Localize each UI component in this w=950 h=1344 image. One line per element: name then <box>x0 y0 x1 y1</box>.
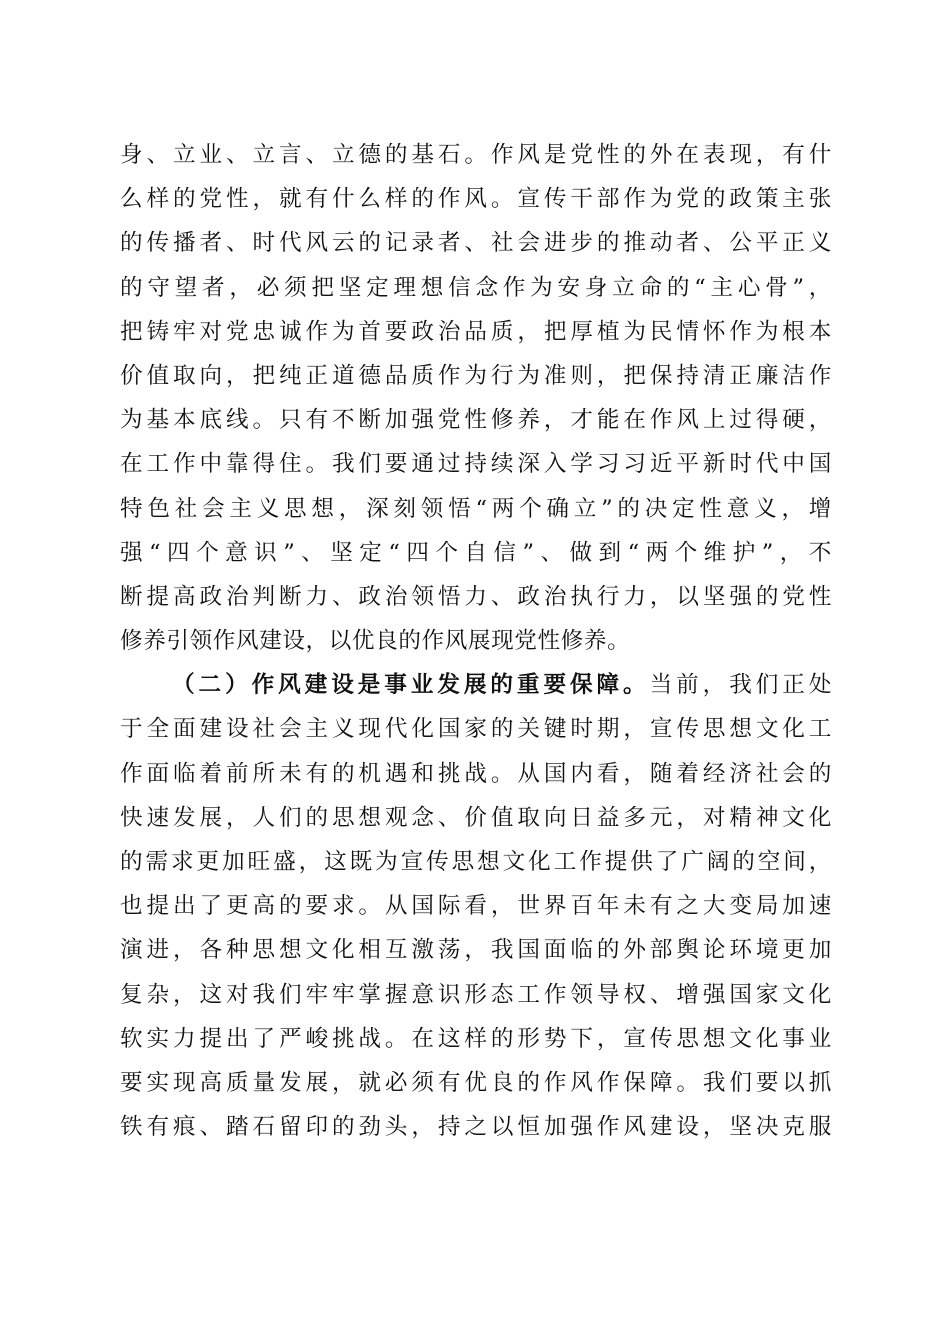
paragraph-party-spirit <box>120 133 832 663</box>
text-line: 特色社会主义思想，深刻领悟“两个确立”的决定性意义，增 <box>120 495 832 522</box>
text-line: 为基本底线。只有不断加强党性修养，才能在作风上过得硬， <box>120 407 832 434</box>
text-line: 演进，各种思想文化相互激荡，我国面临的外部舆论环境更加 <box>120 937 832 964</box>
document-body <box>120 133 832 1149</box>
text-line: 快速发展，人们的思想观念、价值取向日益多元，对精神文化 <box>120 804 832 831</box>
text-line: 也提出了更高的要求。从国际看，世界百年未有之大变局加速 <box>120 893 832 920</box>
text-line: 铁有痕、踏石留印的劲头，持之以恒加强作风建设，坚决克服 <box>120 1114 832 1141</box>
text-line: 的需求更加旺盛，这既为宣传思想文化工作提供了广阔的空间， <box>120 849 832 875</box>
text-line: 的守望者，必须把坚定理想信念作为安身立命的“主心骨”， <box>120 274 832 301</box>
text-line: 软实力提出了严峻挑战。在这样的形势下，宣传思想文化事业 <box>120 1025 832 1052</box>
text-line: 修养引领作风建设，以优良的作风展现党性修养。 <box>120 628 631 655</box>
paragraph-work-style-guarantee <box>120 663 832 1149</box>
text-line: 要实现高质量发展，就必须有优良的作风作保障。我们要以抓 <box>120 1069 832 1096</box>
text-line: 把铸牢对党忠诚作为首要政治品质，把厚植为民情怀作为根本 <box>120 318 832 345</box>
text-line: 强“四个意识”、坚定“四个自信”、做到“两个维护”，不 <box>120 539 832 566</box>
text-line: 于全面建设社会主义现代化国家的关键时期，宣传思想文化工 <box>120 716 832 743</box>
text-line: 么样的党性，就有什么样的作风。宣传干部作为党的政策主张 <box>120 186 832 213</box>
text-line: 的传播者、时代风云的记录者、社会进步的推动者、公平正义 <box>120 230 832 257</box>
text-line: 复杂，这对我们牢牢掌握意识形态工作领导权、增强国家文化 <box>120 981 832 1008</box>
text-line: 身、立业、立言、立德的基石。作风是党性的外在表现，有什 <box>120 142 832 168</box>
paragraph-first-line <box>120 663 832 707</box>
text-line: 断提高政治判断力、政治领悟力、政治执行力，以坚强的党性 <box>120 583 832 610</box>
heading-continuation: 当前，我们正处 <box>649 672 832 699</box>
text-line: 价值取向，把纯正道德品质作为行为准则，把保持清正廉洁作 <box>120 362 832 389</box>
text-line: 作面临着前所未有的机遇和挑战。从国内看，随着经济社会的 <box>120 760 832 787</box>
section-heading: （二）作风建设是事业发展的重要保障。 <box>172 672 650 699</box>
text-line: 在工作中靠得住。我们要通过持续深入学习习近平新时代中国 <box>120 451 832 478</box>
